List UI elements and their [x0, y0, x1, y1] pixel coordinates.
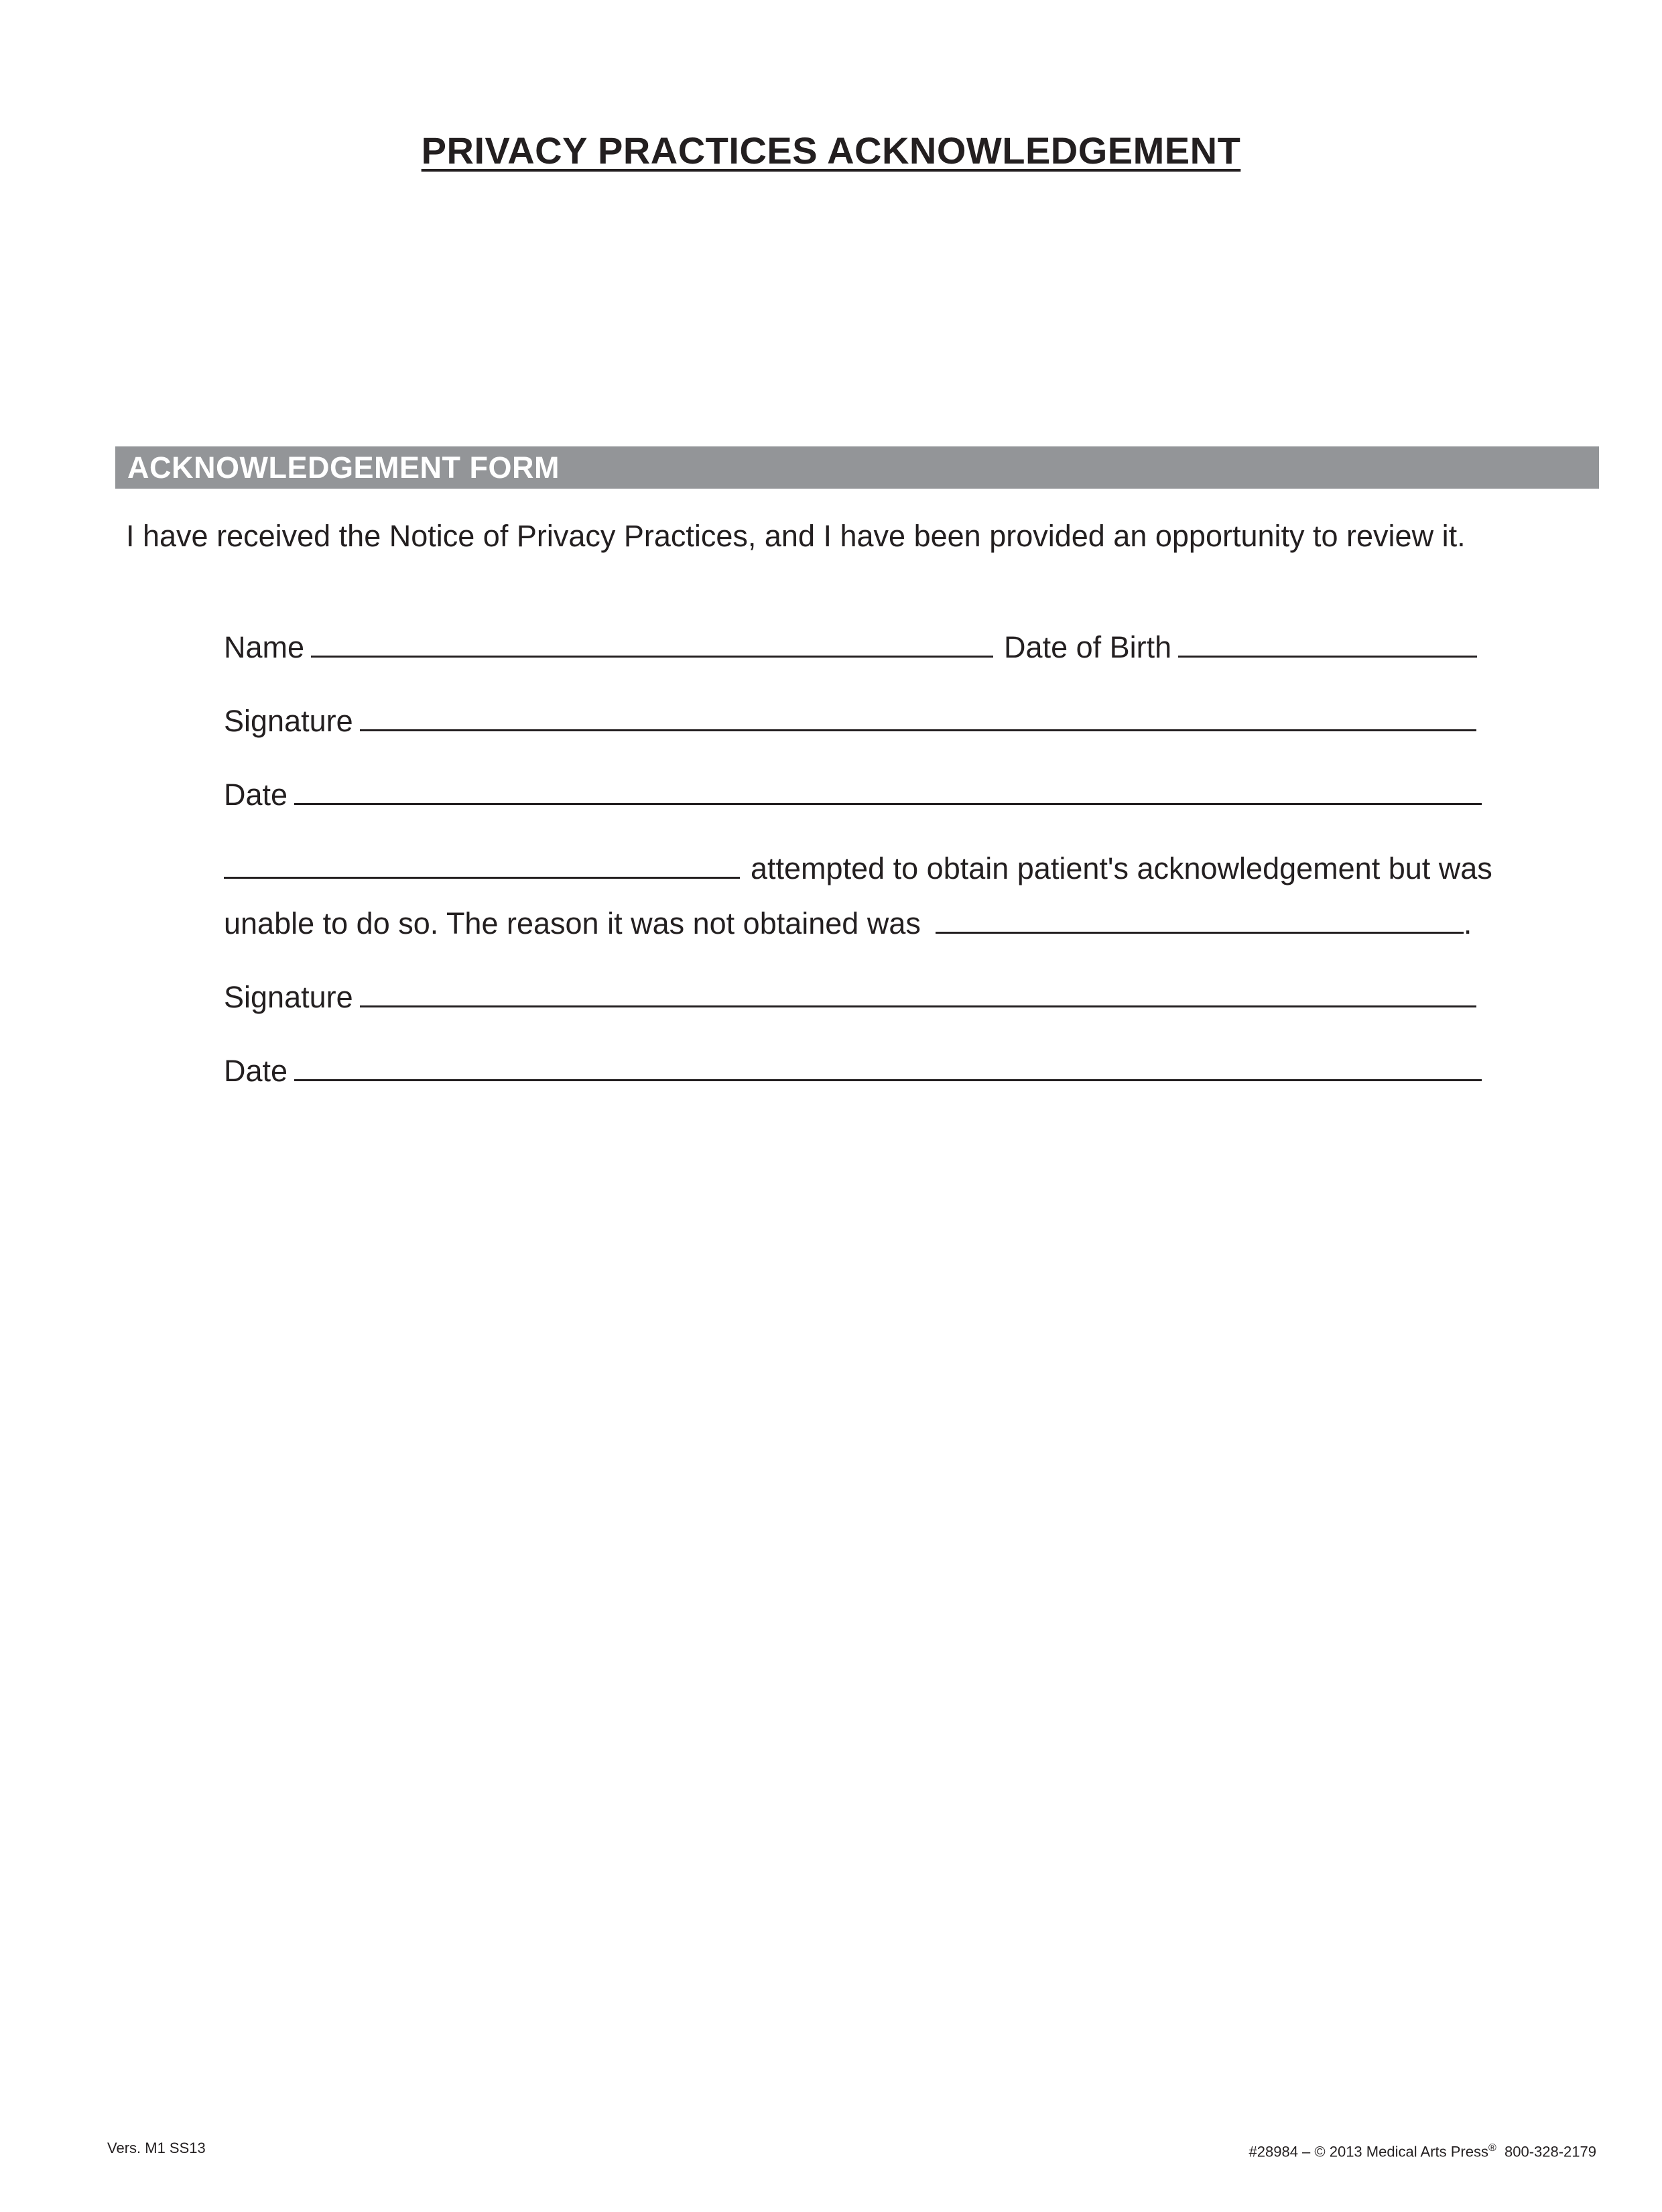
name-label: Name — [224, 630, 305, 664]
name-dob-row — [224, 623, 1477, 666]
copyright-text: #28984 – © 2013 Medical Arts Press — [1249, 2143, 1488, 2160]
signature-field[interactable] — [360, 697, 1476, 731]
phone-number: 800-328-2179 — [1504, 2143, 1596, 2160]
date-row — [224, 771, 1482, 814]
copyright-footer — [1249, 2138, 1596, 2162]
page-title: PRIVACY PRACTICES ACKNOWLEDGEMENT — [421, 129, 1241, 172]
reason-period: . — [1463, 906, 1472, 940]
name-field[interactable] — [311, 623, 993, 658]
registered-mark: ® — [1488, 2142, 1496, 2154]
staff-date-label: Date — [224, 1054, 288, 1088]
staff-date-row — [224, 1047, 1482, 1090]
acknowledgement-statement: I have received the Notice of Privacy Practices, and I have been provided an opportunity to review it. — [126, 519, 1466, 553]
date-field[interactable] — [294, 771, 1482, 805]
staff-name-field[interactable] — [224, 845, 740, 879]
attempted-row — [224, 845, 1492, 887]
signature-row — [224, 697, 1476, 740]
attempted-text: attempted to obtain patient's acknowledgement but was — [751, 851, 1492, 885]
staff-signature-field[interactable] — [360, 973, 1476, 1007]
staff-date-field[interactable] — [294, 1047, 1482, 1081]
dob-field[interactable] — [1178, 623, 1477, 658]
reason-row — [224, 900, 1472, 942]
dob-label: Date of Birth — [1004, 630, 1172, 664]
date-label: Date — [224, 778, 288, 812]
reason-field[interactable] — [936, 900, 1464, 934]
staff-signature-row — [224, 973, 1476, 1016]
staff-signature-label: Signature — [224, 980, 353, 1014]
version-footer: Vers. M1 SS13 — [107, 2140, 206, 2156]
section-header: ACKNOWLEDGEMENT FORM — [115, 446, 1599, 489]
reason-text: unable to do so. The reason it was not obtained was — [224, 906, 921, 940]
signature-label: Signature — [224, 704, 353, 738]
